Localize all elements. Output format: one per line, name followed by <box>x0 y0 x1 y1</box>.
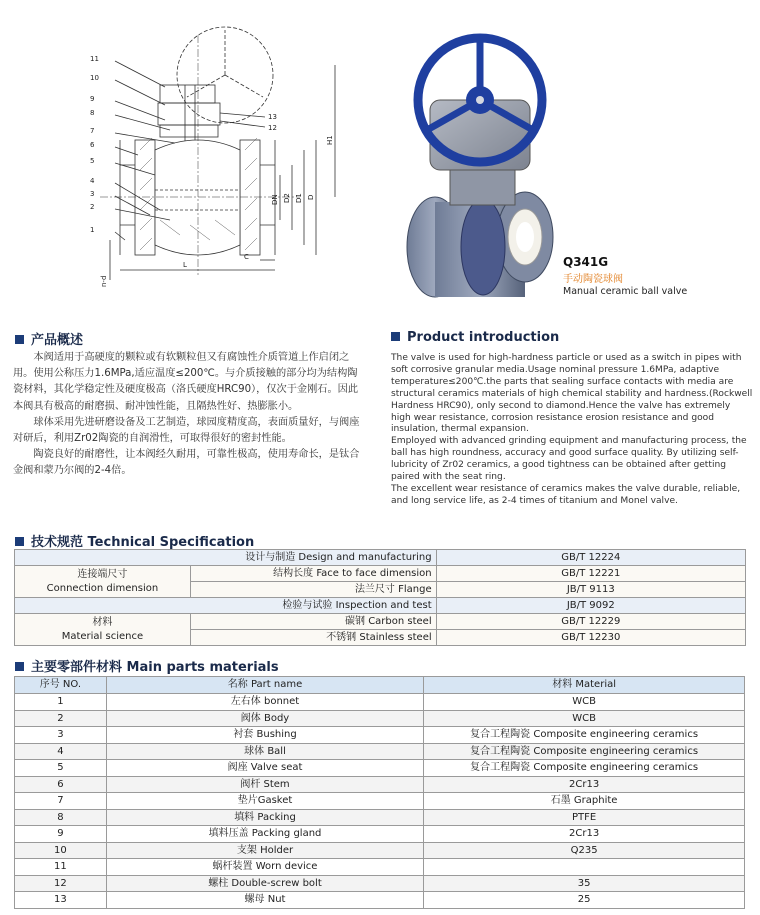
dim-label: L <box>183 261 187 269</box>
spec-flange-label: 法兰尺寸 Flange <box>190 582 436 598</box>
column-header: 序号 NO. <box>15 677 107 694</box>
table-row <box>15 598 746 614</box>
table-row <box>15 776 745 793</box>
table-row <box>15 892 745 909</box>
part-number: 11 <box>15 859 107 876</box>
part-name: 蜗杆装置 Worn device <box>106 859 423 876</box>
part-number: 1 <box>15 694 107 711</box>
spec-connection-en: Connection dimension <box>46 582 159 594</box>
table-row <box>15 809 745 826</box>
spec-material-cell <box>15 614 191 646</box>
intro-en-title: Product introduction <box>407 330 560 345</box>
part-number: 13 <box>15 892 107 909</box>
intro-cn-heading <box>15 329 83 348</box>
part-name: 填料 Packing <box>106 809 423 826</box>
part-material: 25 <box>424 892 745 909</box>
dim-label: D <box>307 194 315 200</box>
table-row <box>15 614 746 630</box>
spec-table <box>14 549 746 646</box>
intro-en-heading <box>391 330 559 345</box>
part-material: WCB <box>424 710 745 727</box>
drawing-label: 10 <box>90 74 99 82</box>
part-number: 12 <box>15 875 107 892</box>
part-number: 6 <box>15 776 107 793</box>
column-header: 材料 Material <box>424 677 745 694</box>
valve-technical-drawing <box>80 25 370 295</box>
section-square-icon <box>15 335 24 344</box>
table-row <box>15 760 745 777</box>
spec-material-cn: 材料 <box>92 616 113 628</box>
dim-label: D2 <box>283 193 291 203</box>
part-material: WCB <box>424 694 745 711</box>
drawing-label: 11 <box>90 55 99 63</box>
drawing-label: 13 <box>268 113 277 121</box>
drawing-label: 7 <box>90 127 95 135</box>
drawing-label: 6 <box>90 141 95 149</box>
part-name: 阀杆 Stem <box>106 776 423 793</box>
spec-material-en: Material science <box>61 630 144 642</box>
parts-title: 主要零部件材料 Main parts materials <box>31 660 279 675</box>
intro-cn-body <box>13 350 363 480</box>
spec-face-label: 结构长度 Face to face dimension <box>190 566 436 582</box>
part-material: 2Cr13 <box>424 776 745 793</box>
part-name: 左右体 bonnet <box>106 694 423 711</box>
drawing-label: 8 <box>90 109 95 117</box>
table-row <box>15 550 746 566</box>
part-number: 10 <box>15 842 107 859</box>
part-number: 8 <box>15 809 107 826</box>
part-number: 2 <box>15 710 107 727</box>
dim-label: DN <box>271 194 279 205</box>
product-name-en: Manual ceramic ball valve <box>563 286 688 297</box>
spec-inspection-value: JB/T 9092 <box>436 598 745 614</box>
part-number: 4 <box>15 743 107 760</box>
spec-design-label: 设计与制造 Design and manufacturing <box>15 550 437 566</box>
part-material: 复合工程陶瓷 Composite engineering ceramics <box>424 727 745 744</box>
part-material: 35 <box>424 875 745 892</box>
intro-en-paragraph: The excellent wear resistance of ceramics makes the valve durable, reliable, and long service life, as 2-4 times of titanium and Monel valve. <box>391 483 741 506</box>
spec-face-value: GB/T 12221 <box>436 566 745 582</box>
part-name: 垫片Gasket <box>106 793 423 810</box>
table-row <box>15 793 745 810</box>
parts-table-body <box>15 694 745 909</box>
part-name: 支架 Holder <box>106 842 423 859</box>
table-row <box>15 694 745 711</box>
table-row <box>15 710 745 727</box>
table-row <box>15 727 745 744</box>
section-square-icon <box>15 537 24 546</box>
parts-table <box>14 676 745 909</box>
part-number: 5 <box>15 760 107 777</box>
dim-label: H1 <box>326 135 334 145</box>
product-model: Q341G <box>563 255 609 269</box>
part-material: Q235 <box>424 842 745 859</box>
drawing-label: 9 <box>90 95 95 103</box>
intro-cn-title: 产品概述 <box>31 333 84 348</box>
drawing-label: 12 <box>268 124 277 132</box>
section-square-icon <box>391 332 400 341</box>
spec-stainless-label: 不锈钢 Stainless steel <box>190 630 436 646</box>
table-row <box>15 875 745 892</box>
spec-flange-value: JB/T 9113 <box>436 582 745 598</box>
drawing-label: 3 <box>90 190 95 198</box>
part-number: 9 <box>15 826 107 843</box>
spec-title: 技术规范 Technical Specification <box>31 535 255 550</box>
part-material <box>424 859 745 876</box>
table-row <box>15 859 745 876</box>
intro-en-body <box>391 353 753 508</box>
section-square-icon <box>15 662 24 671</box>
drawing-label: 1 <box>90 226 95 234</box>
drawing-label: 2 <box>90 203 95 211</box>
dim-label: D1 <box>295 193 303 203</box>
intro-en-paragraph: The valve is used for high-hardness particle or used as a switch in pipes with soft corrosive granular media.Usage nominal pressure 1.6MPa, adaptive temperature≤200℃.the parts that sealing surface contacts with media are structural ceramics materials of high chemical stability and hardness.(Rockwell Hardness HRC90), only second to diamond.Hence the valve has extremely high wear resistance, corrosion resistance erosion resistance and good insulation, thermal expansion. <box>391 353 753 435</box>
intro-cn-paragraph: 陶瓷良好的耐磨性，让本阀经久耐用，可靠性极高，使用寿命长，是钛合金阀和蒙乃尔阀的2-4倍。 <box>13 449 360 477</box>
valve-product-image <box>395 32 570 307</box>
dim-label: C <box>244 253 249 261</box>
spec-stainless-value: GB/T 12230 <box>436 630 745 646</box>
spec-design-value: GB/T 12224 <box>436 550 745 566</box>
part-material: 复合工程陶瓷 Composite engineering ceramics <box>424 760 745 777</box>
table-header-row <box>15 677 745 694</box>
part-name: 衬套 Bushing <box>106 727 423 744</box>
parts-heading <box>15 656 279 675</box>
part-name: 阀体 Body <box>106 710 423 727</box>
intro-en-paragraph: Employed with advanced grinding equipment and manufacturing process, the ball has high roundness, accuracy and good surface quality. By utilizing self- lubricity of Zr02 ceramics, a good tightness can be obtained after getting paired with the seat ring. <box>391 436 747 483</box>
intro-cn-paragraph: 本阀适用于高硬度的颗粒或有软颗粒但又有腐蚀性介质管道上作启闭之用。使用公称压力1.6MPa,适应温度≤200℃。与介质接触的部分均为结构陶瓷材料，其化学稳定性及硬度极高（洛氏硬度HRC90），仅次于金刚石。因此本阀具有极高的耐磨损、耐冲蚀性能，且隔热性好、热膨胀小。 <box>13 352 359 412</box>
spec-carbon-value: GB/T 12229 <box>436 614 745 630</box>
table-row <box>15 842 745 859</box>
spec-inspection-label: 检验与试验 Inspection and test <box>15 598 437 614</box>
spec-heading <box>15 531 254 550</box>
part-material: 复合工程陶瓷 Composite engineering ceramics <box>424 743 745 760</box>
part-number: 7 <box>15 793 107 810</box>
product-caption <box>563 255 687 297</box>
table-row <box>15 826 745 843</box>
spec-connection-cn: 连接端尺寸 <box>77 568 128 580</box>
part-name: 阀座 Valve seat <box>106 760 423 777</box>
part-material: 2Cr13 <box>424 826 745 843</box>
part-number: 3 <box>15 727 107 744</box>
product-name-cn: 手动陶瓷球阀 <box>563 274 623 285</box>
spec-carbon-label: 碳钢 Carbon steel <box>190 614 436 630</box>
table-row <box>15 566 746 582</box>
part-material: 石墨 Graphite <box>424 793 745 810</box>
part-name: 球体 Ball <box>106 743 423 760</box>
drawing-label: 4 <box>90 177 95 185</box>
part-material: PTFE <box>424 809 745 826</box>
dim-label: n-d <box>100 275 108 287</box>
part-name: 螺柱 Double-screw bolt <box>106 875 423 892</box>
part-name: 填料压盖 Packing gland <box>106 826 423 843</box>
intro-cn-paragraph: 球体采用先进研磨设备及工艺制造，球园度精度高，表面质量好，与阀座对研后，利用Zr02陶瓷的自润滑性，可取得很好的密封性能。 <box>13 416 360 445</box>
part-name: 螺母 Nut <box>106 892 423 909</box>
spec-connection-cell <box>15 566 191 598</box>
table-row <box>15 743 745 760</box>
drawing-label: 5 <box>90 157 95 165</box>
column-header: 名称 Part name <box>106 677 423 694</box>
